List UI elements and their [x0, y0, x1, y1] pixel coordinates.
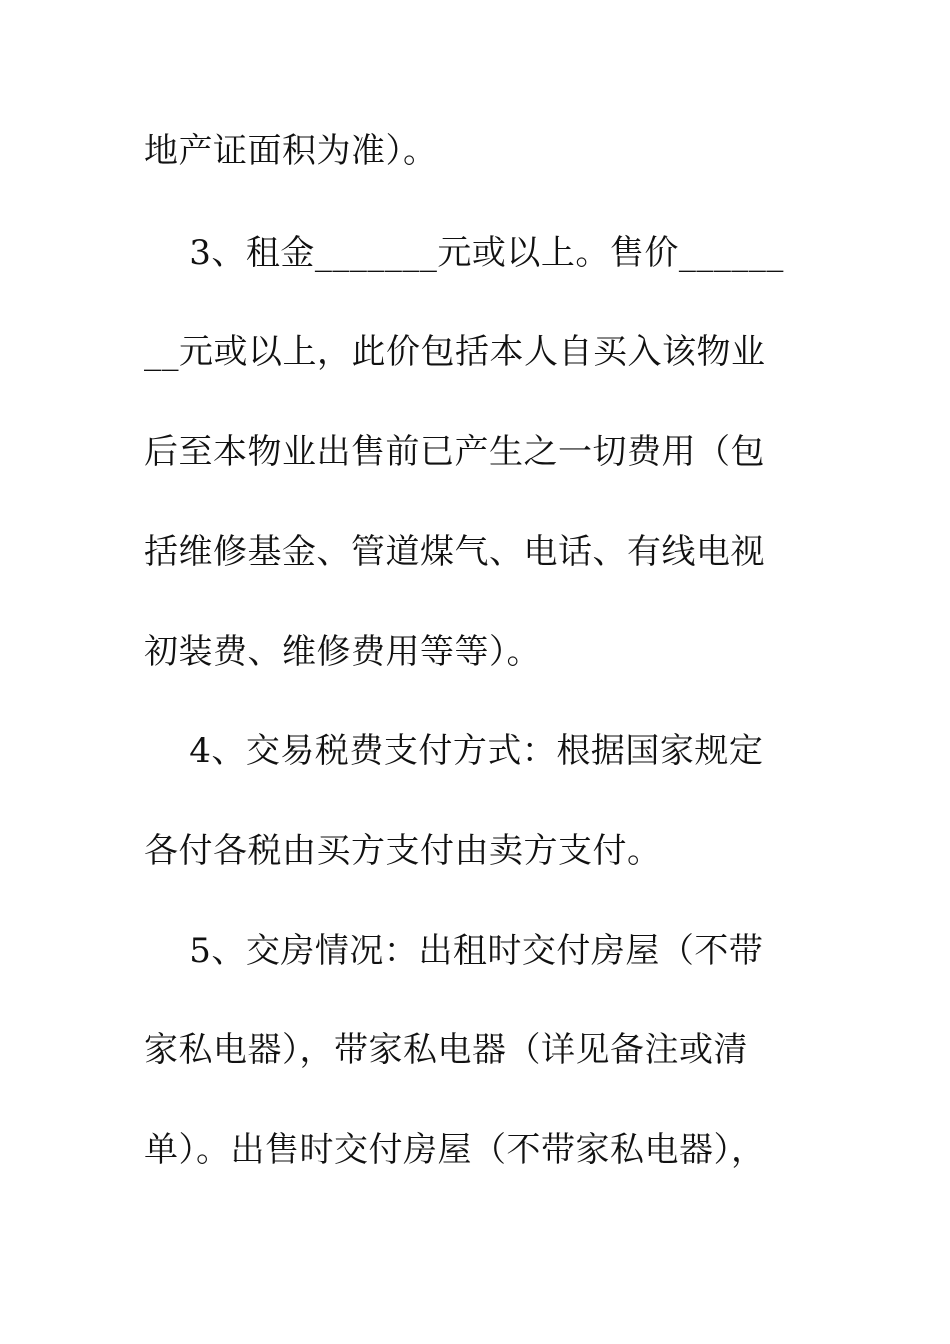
- text-line-7: 4、交易税费支付方式：根据国家规定: [144, 731, 764, 771]
- text-line-10: 家私电器），带家私电器（详见备注或清: [144, 1030, 748, 1070]
- text-line-6: 初装费、维修费用等等）。: [144, 632, 541, 672]
- text-line-11: 单）。出售时交付房屋（不带家私电器），: [144, 1130, 766, 1170]
- text-line-3: __元或以上，此价包括本人自买入该物业: [144, 332, 766, 372]
- text-line-9: 5、交房情况：出租时交付房屋（不带: [144, 931, 764, 971]
- text-line-4: 后至本物业出售前已产生之一切费用（包: [144, 432, 765, 472]
- text-line-1: 地产证面积为准）。: [144, 131, 438, 171]
- text-line-5: 括维修基金、管道煤气、电话、有线电视: [144, 532, 765, 572]
- text-line-2: 3、租金_______元或以上。售价______: [144, 233, 784, 273]
- text-line-8: 各付各税由买方支付由卖方支付。: [144, 831, 662, 871]
